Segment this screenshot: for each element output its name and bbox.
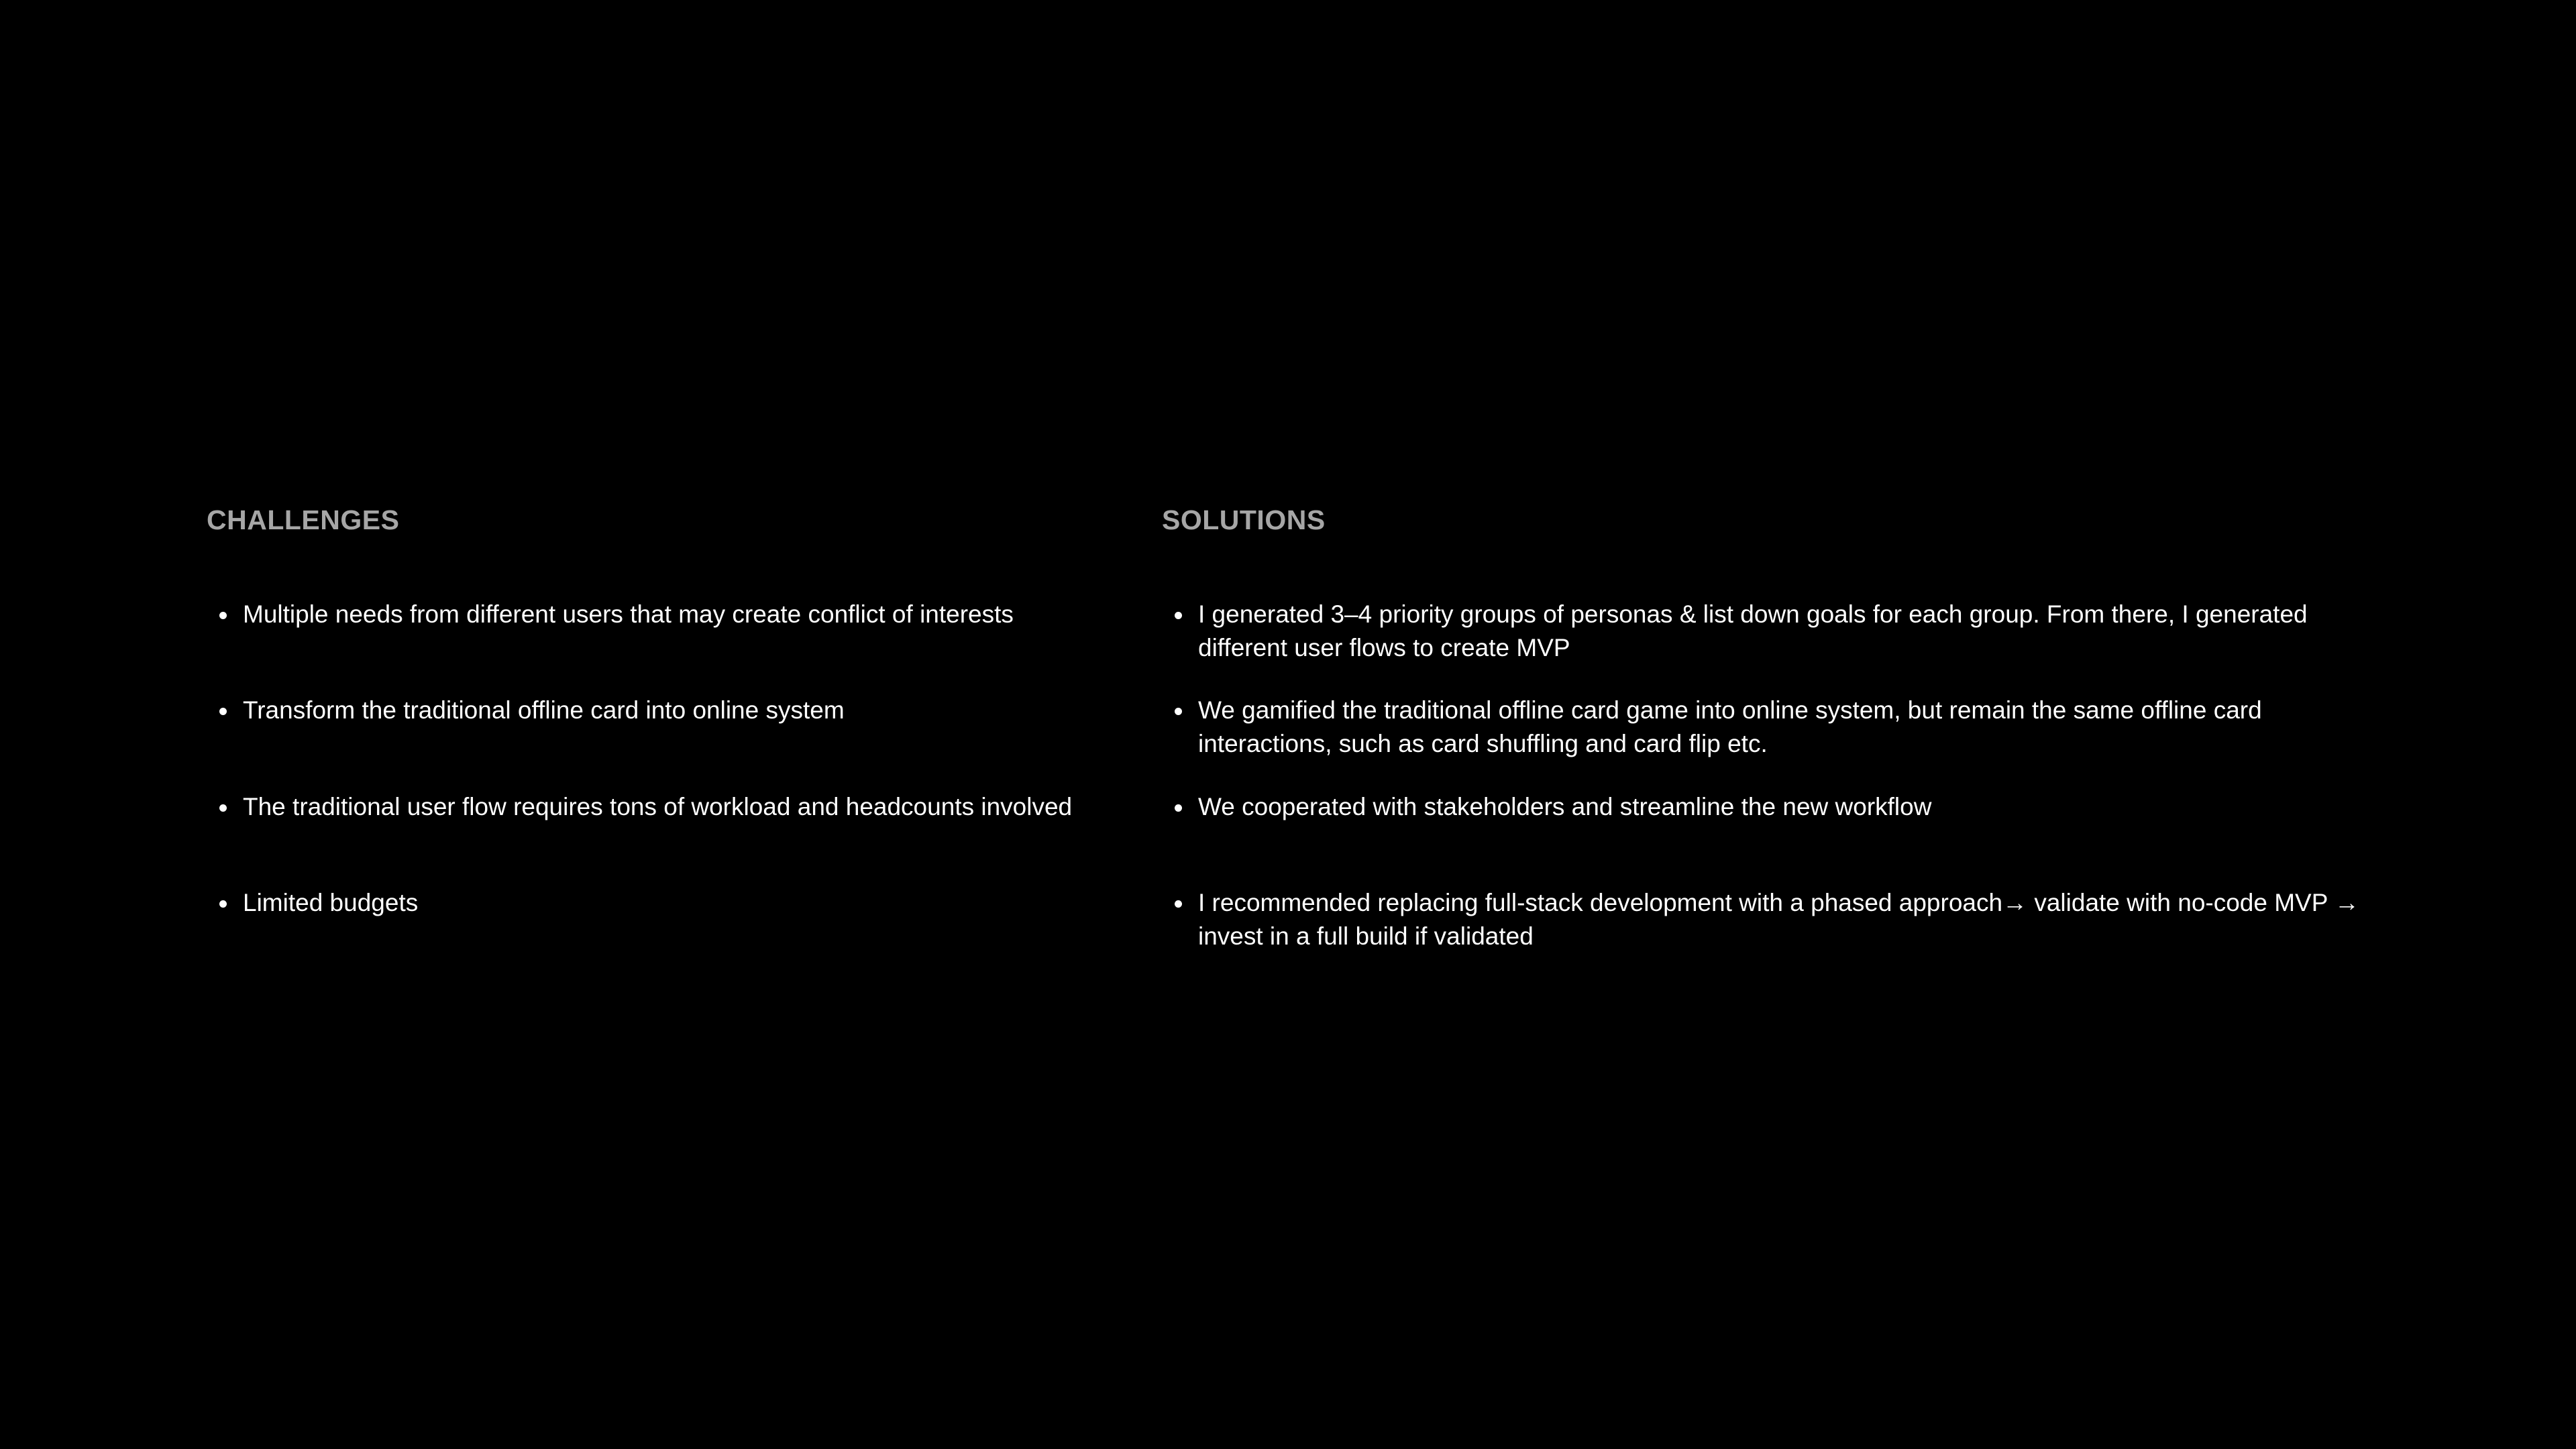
challenge-item [207, 694, 1139, 727]
challenge-item [207, 886, 1139, 920]
challenges-heading: CHALLENGES [207, 504, 400, 535]
solution-item [1162, 598, 2363, 665]
solutions-column [1162, 503, 2363, 950]
bullet-icon [219, 804, 227, 812]
solution-item [1162, 886, 2363, 953]
bullet-icon [1175, 612, 1182, 619]
bullet-icon [219, 900, 227, 908]
bullet-icon [219, 612, 227, 619]
solution-text: We gamified the traditional offline card game into online system, but remain the same offline card interactions, such as card shuffling and card flip etc. [1198, 696, 2262, 757]
solution-text: I generated 3–4 priority groups of personas & list down goals for each group. From there, I generated different user flows to create MVP [1198, 600, 2308, 661]
bullet-icon [1175, 708, 1182, 715]
solution-item [1162, 790, 2363, 824]
challenge-item [207, 790, 1139, 824]
bullet-icon [1175, 804, 1182, 812]
challenge-text: Multiple needs from different users that may create conflict of interests [243, 600, 1014, 628]
challenge-text: Limited budgets [243, 889, 419, 916]
challenge-text: Transform the traditional offline card into online system [243, 696, 845, 724]
solution-text: We cooperated with stakeholders and streamline the new workflow [1198, 793, 1932, 820]
solution-item [1162, 694, 2363, 761]
challenges-column [207, 503, 1139, 916]
challenge-item [207, 598, 1139, 631]
challenge-text: The traditional user flow requires tons of workload and headcounts involved [243, 793, 1073, 820]
solutions-heading: SOLUTIONS [1162, 504, 1326, 535]
solution-text: I recommended replacing full-stack development with a phased approach→ validate with no-code MVP → invest in a full build if validated [1198, 889, 2360, 950]
bullet-icon [219, 708, 227, 715]
bullet-icon [1175, 900, 1182, 908]
